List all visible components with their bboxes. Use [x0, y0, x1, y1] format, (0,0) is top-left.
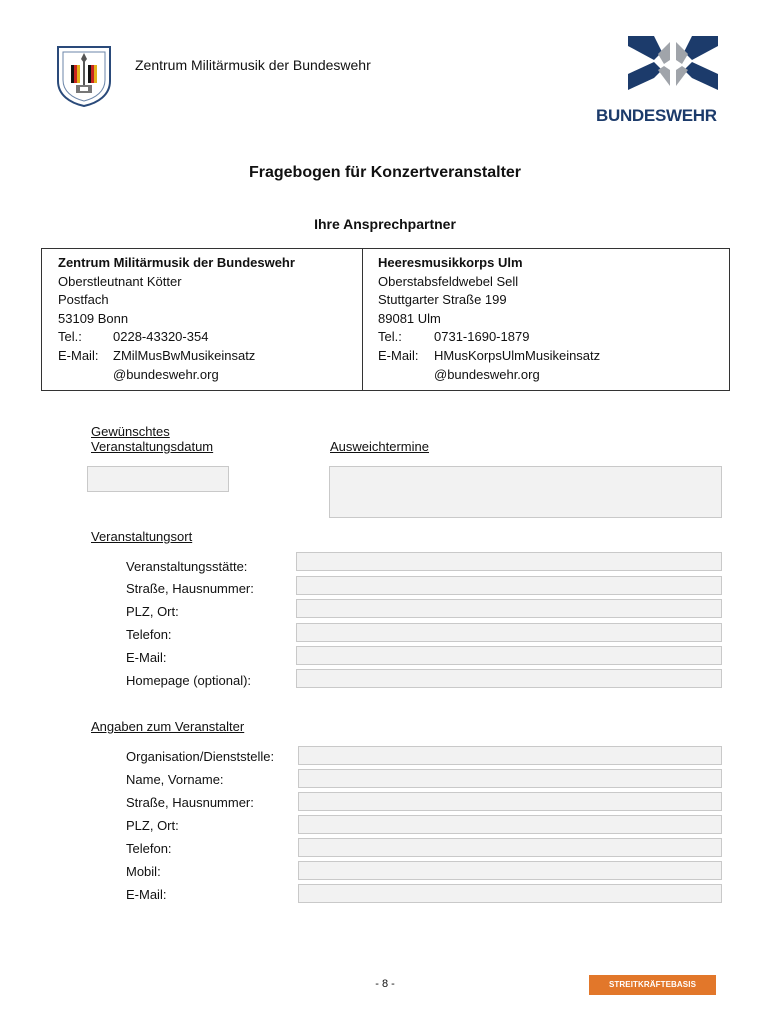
- document-title: Fragebogen für Konzertveranstalter: [248, 164, 522, 181]
- organizer-street-field[interactable]: [298, 792, 722, 811]
- contact-left-mail-row: [58, 347, 295, 366]
- contact-right-tel-row: [378, 328, 600, 347]
- organizer-phone-field[interactable]: [298, 838, 722, 857]
- venue-zip-city-label: PLZ, Ort:: [126, 604, 179, 619]
- contact-left-tel: 0228-43320-354: [113, 329, 209, 345]
- organizer-zip-city-label: PLZ, Ort:: [126, 818, 179, 833]
- organizer-org-label: Organisation/Dienststelle:: [126, 749, 275, 764]
- bundeswehr-wordmark: BUNDESWEHR: [596, 106, 717, 125]
- contact-right-mail-1: HMusKorpsUlmMusikeinsatz: [434, 347, 601, 363]
- contact-left-mail-1: ZMilMusBwMusikeinsatz: [113, 347, 256, 363]
- venue-homepage-field[interactable]: [296, 669, 722, 688]
- venue-homepage-label: Homepage (optional):: [126, 673, 252, 688]
- organizer-mobile-field[interactable]: [298, 861, 722, 880]
- contact-right-mail-2: @bundeswehr.org: [434, 366, 540, 382]
- contact-right-tel-label: Tel.:: [378, 329, 402, 345]
- venue-street-field[interactable]: [296, 576, 722, 595]
- desired-date-label-line1: Gewünschtes: [91, 424, 170, 439]
- organizer-org-field[interactable]: [298, 746, 722, 765]
- alternative-dates-label: Ausweichtermine: [330, 439, 429, 454]
- org-name: Zentrum Militärmusik der Bundeswehr: [135, 57, 371, 73]
- organizer-section-heading: Angaben zum Veranstalter: [91, 719, 245, 734]
- venue-email-field[interactable]: [296, 646, 722, 665]
- contact-left-mail-label: E-Mail:: [58, 347, 99, 363]
- contact-right-street: Stuttgarter Straße 199: [378, 292, 507, 308]
- venue-name-label: Veranstaltungsstätte:: [126, 559, 248, 574]
- contact-left-mail-2: @bundeswehr.org: [113, 366, 219, 382]
- contact-left-tel-row: [58, 328, 295, 347]
- venue-zip-city-field[interactable]: [296, 599, 722, 618]
- contact-left: [58, 254, 295, 384]
- contact-left-city: 53109 Bonn: [58, 310, 129, 326]
- venue-phone-field[interactable]: [296, 623, 722, 642]
- organizer-phone-label: Telefon:: [126, 841, 172, 856]
- contact-right-mail-label: E-Mail:: [378, 347, 419, 363]
- contact-left-street: Postfach: [58, 292, 109, 308]
- venue-street-label: Straße, Hausnummer:: [126, 581, 254, 596]
- venue-email-label: E-Mail:: [126, 650, 167, 665]
- contact-right: [378, 254, 600, 384]
- desired-date-label: [91, 424, 213, 454]
- venue-name-field[interactable]: [296, 552, 722, 571]
- alternative-dates-field[interactable]: [329, 466, 722, 518]
- organizer-name-field[interactable]: [298, 769, 722, 788]
- contact-left-name: Zentrum Militärmusik der Bundeswehr: [58, 255, 295, 270]
- desired-date-field[interactable]: [87, 466, 229, 492]
- contact-right-name: Heeresmusikkorps Ulm: [378, 255, 523, 270]
- contact-right-tel: 0731-1690-1879: [434, 329, 530, 345]
- contact-left-person: Oberstleutnant Kötter: [58, 273, 182, 289]
- contact-right-mail-row: [378, 347, 600, 366]
- organizer-mobile-label: Mobil:: [126, 864, 161, 879]
- contacts-heading: Ihre Ansprechpartner: [314, 216, 456, 232]
- zmilmus-crest-logo: [54, 43, 114, 107]
- organizer-name-label: Name, Vorname:: [126, 772, 224, 787]
- streitkraeftebasis-badge: STREITKRÄFTEBASIS: [589, 975, 716, 995]
- desired-date-label-line2: Veranstaltungsdatum: [91, 439, 214, 454]
- contact-right-person: Oberstabsfeldwebel Sell: [378, 273, 519, 289]
- page-number: - 8 -: [375, 978, 395, 990]
- organizer-zip-city-field[interactable]: [298, 815, 722, 834]
- venue-section-heading: Veranstaltungsort: [91, 529, 193, 544]
- organizer-email-label: E-Mail:: [126, 887, 167, 902]
- organizer-email-field[interactable]: [298, 884, 722, 903]
- organizer-street-label: Straße, Hausnummer:: [126, 795, 254, 810]
- contact-table-divider: [362, 248, 363, 391]
- venue-phone-label: Telefon:: [126, 627, 172, 642]
- contact-left-tel-label: Tel.:: [58, 329, 82, 345]
- contact-right-city: 89081 Ulm: [378, 310, 441, 326]
